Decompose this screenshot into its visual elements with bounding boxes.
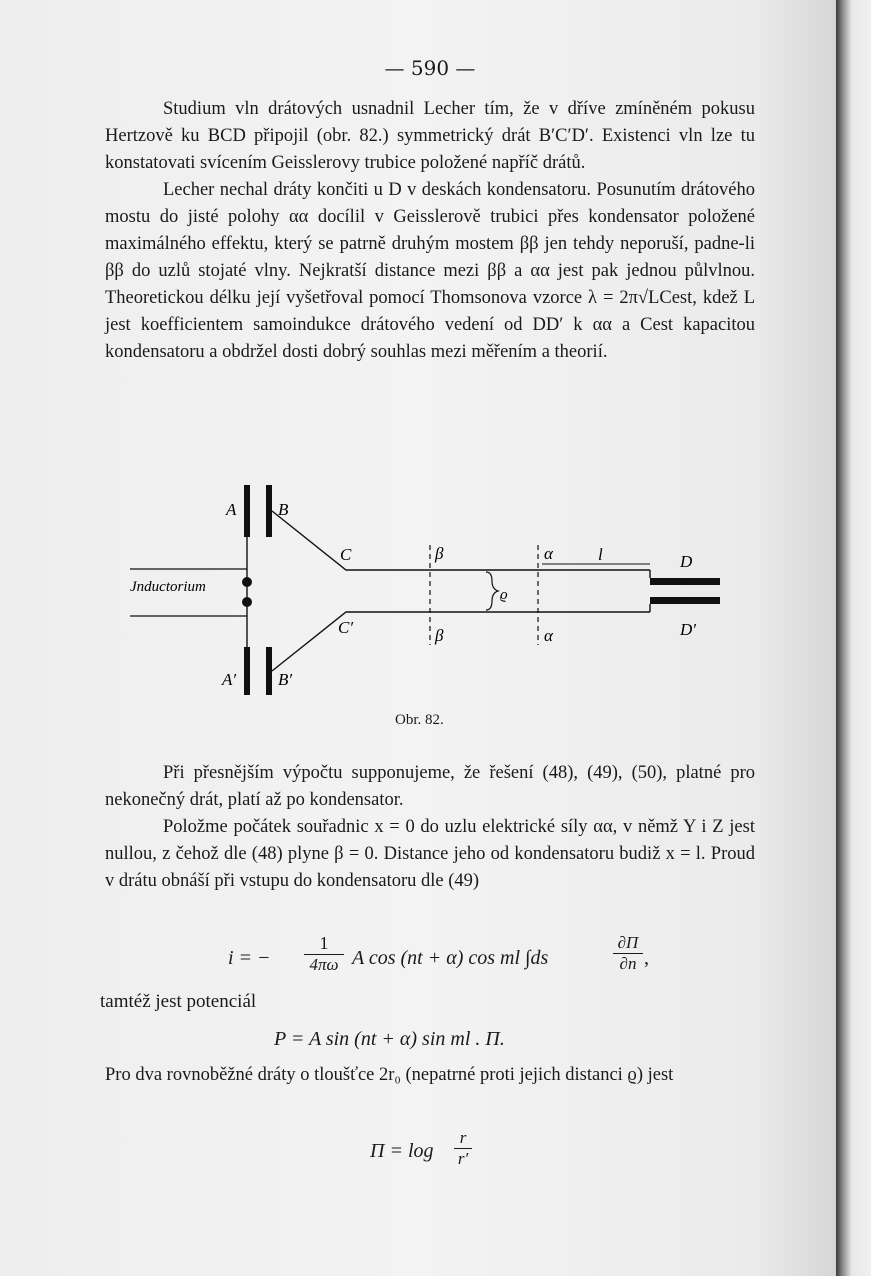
equation-current xyxy=(228,933,748,983)
plate-a xyxy=(244,485,250,537)
equation-pi xyxy=(370,1128,510,1178)
label-d: D xyxy=(680,552,693,571)
text-block-top xyxy=(105,96,755,366)
plate-b xyxy=(266,485,272,537)
label-alpha-bottom: α xyxy=(544,626,553,645)
terminal-bottom xyxy=(242,597,252,607)
figure-line xyxy=(486,572,498,610)
eq1-frac2-num: ∂Π xyxy=(613,933,643,954)
eq1-frac-den: 4πω xyxy=(309,955,339,974)
eq1-fraction-2 xyxy=(613,933,643,974)
figure-line xyxy=(272,511,650,570)
eq1-rhs: A cos (nt + α) cos ml ∫ds xyxy=(352,947,549,969)
condenser-plate-2 xyxy=(650,597,720,604)
eq1-frac-num: 1 xyxy=(304,933,344,955)
text-block-middle xyxy=(105,760,755,895)
label-beta-top: β xyxy=(435,544,444,563)
text-block-bottom xyxy=(105,1062,755,1089)
label-a2: A′ xyxy=(222,670,237,689)
eq1-frac2-den: ∂n xyxy=(619,954,637,973)
label-b: B xyxy=(278,500,289,519)
figure-82 xyxy=(110,475,750,705)
label-d2: D′ xyxy=(680,620,696,639)
condenser-plate-1 xyxy=(650,578,720,585)
figure-line xyxy=(272,612,650,671)
page-number: — 590 — xyxy=(384,56,476,80)
figure-caption: Obr. 82. xyxy=(395,712,444,728)
label-c: C xyxy=(340,545,352,564)
eq1-fraction xyxy=(304,933,344,975)
eq3-fraction xyxy=(454,1128,472,1169)
plate-b2 xyxy=(266,647,272,695)
terminal-top xyxy=(242,577,252,587)
label-inductorium: Jnductorium xyxy=(130,579,206,595)
paragraph-1: Studium vln drátových usnadnil Lecher tím, že v dříve zmíněném pokusu Hertzově ku BCD připojil (obr. 82.) symmetrický drát B′C′D′. Existenci vln lze tu konstatovati svícením Geisslerovy trubice položené napříč drátů. xyxy=(105,99,755,173)
paragraph-3: Při přesnějším výpočtu supponujeme, že řešení (48), (49), (50), platné pro nekonečný drát, platí až po kondensator. xyxy=(105,763,755,810)
paragraph-4: Položme počátek souřadnic x = 0 do uzlu elektrické síly αα, v němž Y i Z jest nullou, z čehož dle (48) plyne β = 0. Distance jeho od kondensatoru budiž x = l. Proud v drátu obnáší při vstupu do kondensatoru dle (49) xyxy=(105,817,755,891)
paragraph-5: Pro dva rovnoběžné dráty o tloušťce 2r₀ (nepatrné proti jejich distanci ϱ) jest xyxy=(105,1065,674,1085)
plate-a2 xyxy=(244,647,250,695)
label-rho: ϱ xyxy=(500,587,508,603)
label-c2: C′ xyxy=(338,618,354,637)
eq1-tail: , xyxy=(644,947,649,969)
label-alpha-top: α xyxy=(544,544,553,563)
eq1-lhs: i = − xyxy=(228,947,271,969)
page-gutter xyxy=(836,0,871,1276)
equation-potential: P = A sin (nt + α) sin ml . Π. xyxy=(274,1028,505,1050)
label-a: A xyxy=(226,500,237,519)
eq3-frac-num: r xyxy=(454,1128,472,1149)
label-l: l xyxy=(598,545,603,564)
eq3-lhs: Π = log xyxy=(370,1140,434,1162)
label-b2: B′ xyxy=(278,670,293,689)
paragraph-2: Lecher nechal dráty končiti u D v deskách kondensatoru. Posunutím drátového mostu do jisté polohy αα docílil v Geisslerově trubici přes kondensator položené maximálného effektu, který se patrně druhým mostem ββ jen tehdy neporuší, padne-li ββ do uzlů stojaté vlny. Nejkratší distance mezi ββ a αα jest pak jednou půlvlnou. Theoretickou délku její vyšetřoval pomocí Thomsonova vzorce λ = 2π√LCest, kdež L jest koefficientem samoindukce drátového vedení od DD′ k αα a Cest kapacitou kondensatoru a obdržel dosti dobrý souhlas mezi měřením a theorií. xyxy=(105,180,755,362)
label-beta-bottom: β xyxy=(435,626,444,645)
text-potencial: tamtéž jest potenciál xyxy=(100,991,257,1012)
eq3-frac-den: r′ xyxy=(457,1149,469,1168)
